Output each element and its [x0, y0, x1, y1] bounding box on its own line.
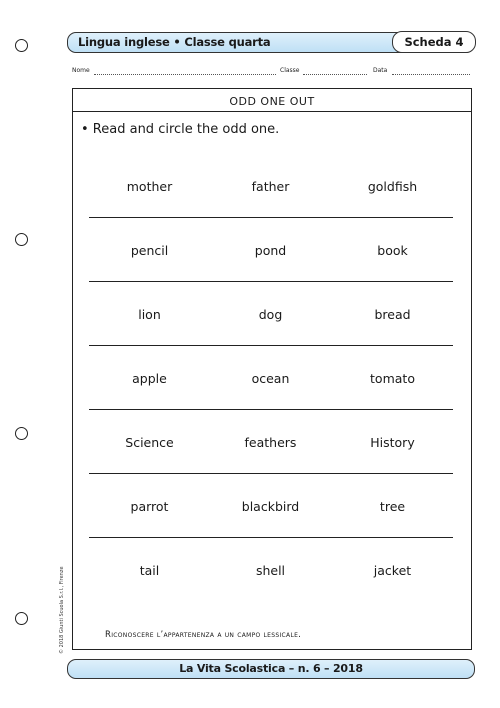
word-row: [89, 423, 453, 487]
punch-hole: [15, 39, 28, 52]
row-divider: [89, 537, 453, 538]
title-divider: [73, 111, 471, 112]
word-row: [89, 487, 453, 551]
word-cell[interactable]: book: [377, 243, 408, 258]
word-cell[interactable]: lion: [138, 307, 161, 322]
row-divider: [89, 345, 453, 346]
word-cell[interactable]: Science: [125, 435, 174, 450]
word-row: [89, 359, 453, 423]
punch-hole: [15, 233, 28, 246]
word-row: [89, 551, 453, 615]
publication-title: La Vita Scolastica – n. 6 – 2018: [179, 662, 363, 675]
instruction-text: • Read and circle the odd one.: [81, 122, 280, 137]
name-label: Nome: [72, 67, 90, 74]
row-divider: [89, 217, 453, 218]
row-divider: [89, 409, 453, 410]
word-cell[interactable]: dog: [258, 307, 283, 322]
word-cell[interactable]: ocean: [251, 371, 290, 386]
word-cell[interactable]: bread: [374, 307, 411, 322]
word-cell[interactable]: tomato: [370, 371, 415, 386]
sheet-number-label: Scheda 4: [404, 35, 464, 49]
worksheet-title: ODD ONE OUT: [229, 95, 315, 108]
word-cell[interactable]: feathers: [244, 435, 297, 450]
word-cell[interactable]: goldfish: [367, 179, 418, 194]
word-cell[interactable]: mother: [126, 179, 173, 194]
word-cell[interactable]: father: [251, 179, 290, 194]
name-field-line[interactable]: [94, 74, 276, 75]
row-divider: [89, 281, 453, 282]
class-label: Classe: [280, 67, 300, 74]
word-cell[interactable]: shell: [255, 563, 286, 578]
word-row: [89, 167, 453, 231]
word-grid: [89, 167, 453, 615]
class-field-line[interactable]: [303, 74, 367, 75]
word-cell[interactable]: pond: [254, 243, 287, 258]
copyright-notice: © 2018 Giunti Scuola S.r.l., Firenze: [59, 566, 65, 654]
punch-hole: [15, 612, 28, 625]
row-divider: [89, 473, 453, 474]
word-cell[interactable]: pencil: [130, 243, 169, 258]
word-cell[interactable]: blackbird: [241, 499, 300, 514]
footer-banner: [67, 659, 475, 679]
word-cell[interactable]: jacket: [373, 563, 412, 578]
student-info-row: [72, 67, 470, 79]
date-field-line[interactable]: [392, 74, 470, 75]
worksheet-box: [72, 88, 472, 650]
word-row: [89, 231, 453, 295]
punch-hole: [15, 427, 28, 440]
word-row: [89, 295, 453, 359]
header-banner: [67, 32, 475, 53]
word-cell[interactable]: History: [370, 435, 415, 450]
word-cell[interactable]: tail: [139, 563, 160, 578]
learning-objective: Riconoscere l’appartenenza a un campo lessicale.: [105, 630, 302, 640]
date-label: Data: [373, 67, 388, 74]
word-cell[interactable]: apple: [132, 371, 167, 386]
subject-title: Lingua inglese • Classe quarta: [78, 35, 271, 49]
word-cell[interactable]: tree: [379, 499, 406, 514]
sheet-number-badge: [392, 31, 476, 53]
word-cell[interactable]: parrot: [130, 499, 169, 514]
